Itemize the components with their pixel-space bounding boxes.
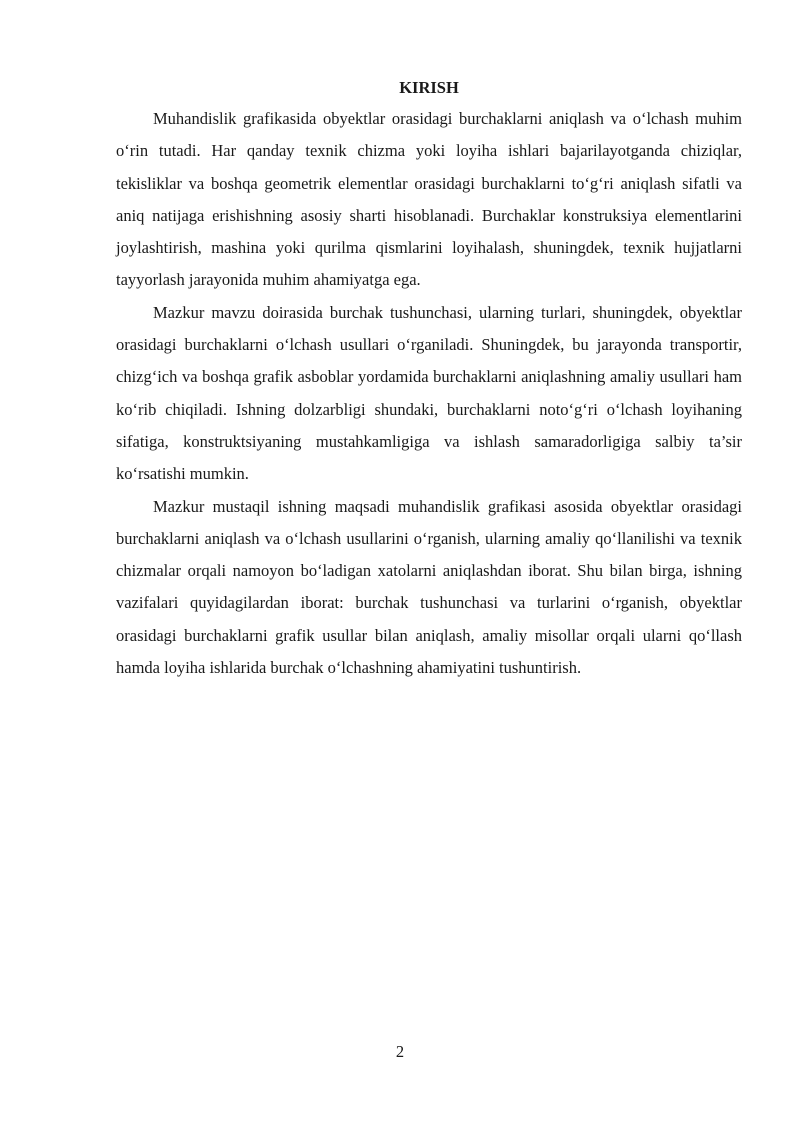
- paragraph-1: Muhandislik grafikasida obyektlar orasidagi burchaklarni aniqlash va o‘lchash muhim o‘rin tutadi. Har qanday texnik chizma yoki loyiha ishlari bajarilayotganda chiziqlar, tekisliklar va boshqa geometrik elementlar orasidagi burchaklarni to‘g‘ri aniqlash sifatli va aniq natijaga erishishning asosiy sharti hisoblanadi. Burchaklar konstruksiya elementlarini joylashtirish, mashina yoki qurilma qismlarini loyihalash, shuningdek, texnik hujjatlarni tayyorlash jarayonida muhim ahamiyatga ega.: [116, 109, 742, 290]
- page-number: 2: [395, 1042, 405, 1061]
- paragraph-2: Mazkur mavzu doirasida burchak tushunchasi, ularning turlari, shuningdek, obyektlar orasidagi burchaklarni o‘lchash usullari o‘rganiladi. Shuningdek, bu jarayonda transportir, chizg‘ich va boshqa grafik asboblar yordamida burchaklarni aniqlashning amaliy usullari ham ko‘rib chiqiladi. Ishning dolzarbligi shundaki, burchaklarni noto‘g‘ri o‘lchash loyihaning sifatiga, konstruktsiyaning mustahkamligiga va ishlash samaradorligiga salbiy ta’sir ko‘rsatishi mumkin.: [116, 302, 742, 484]
- section-title: KIRISH: [399, 78, 459, 97]
- page-content: [116, 75, 742, 684]
- paragraph-3: Mazkur mustaqil ishning maqsadi muhandislik grafikasi asosida obyektlar orasidagi burchaklarni aniqlash va o‘lchash usullarini o‘rganish, ularning amaliy qo‘llanilishi va texnik chizmalar orqali namoyon bo‘ladigan xatolarni aniqlashdan iborat. Shu bilan birga, ishning vazifalari quyidagilardan iborat: burchak tushunchasi va turlarini o‘rganish, obyektlar orasidagi burchaklarni grafik usullar bilan aniqlash, amaliy misollar orqali ularni qo‘llash hamda loyiha ishlarida burchak o‘lchashning ahamiyatini tushuntirish.: [116, 496, 742, 678]
